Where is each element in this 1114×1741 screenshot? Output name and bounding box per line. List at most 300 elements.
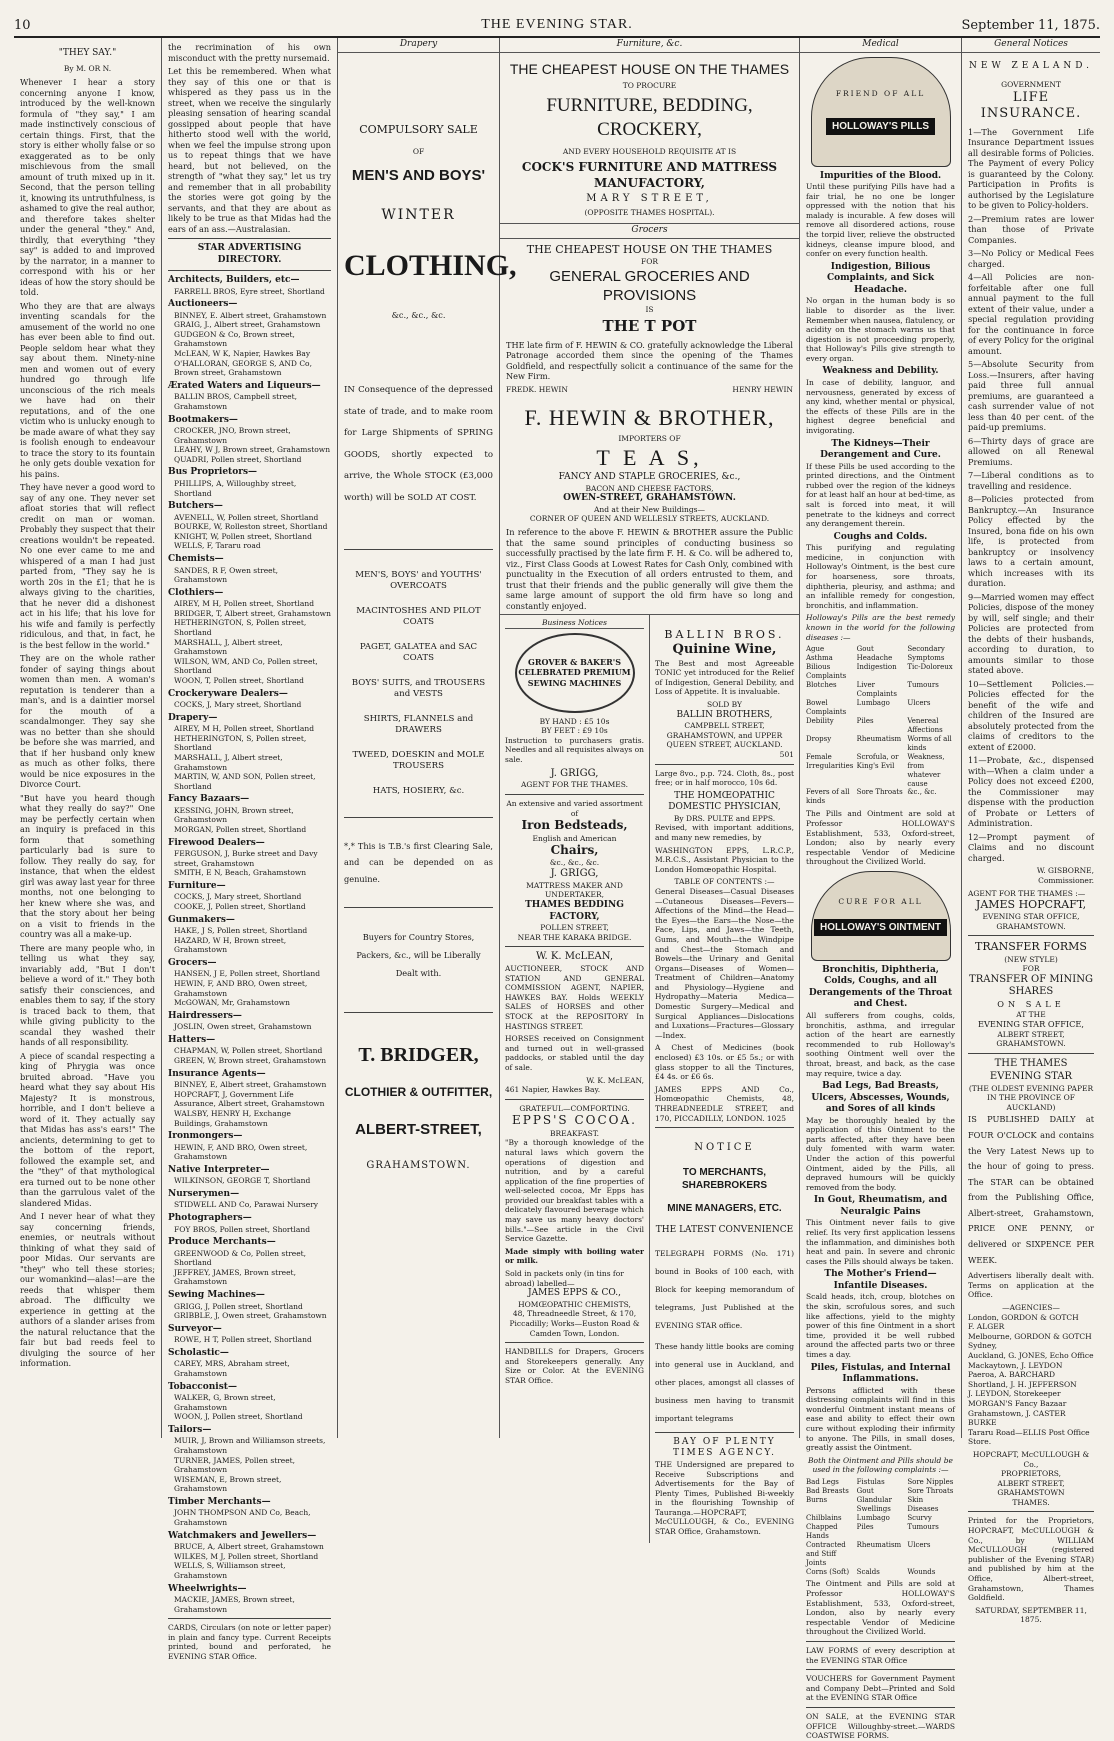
agency-item: Mackaytown, J. LEYDON	[968, 1360, 1063, 1370]
directory-entry: WILKES, M J, Pollen street, Shortland	[174, 1551, 319, 1561]
complaint-item: Scurvy	[907, 1513, 932, 1522]
directory-entry: PHILLIPS, A, Willoughby street, Shortland	[174, 478, 297, 498]
complaint-item: Chapped Hands	[806, 1522, 838, 1540]
disease-item: Liver Complaints	[856, 681, 897, 698]
disease-list	[806, 645, 955, 806]
directory-heading: Bootmakers—	[168, 414, 238, 425]
homo-authors: By DRS. PULTE and EPPS.	[673, 813, 776, 823]
masthead-date: September 11, 1875.	[961, 18, 1100, 33]
sale-item: SHIRTS, FLANNELS and DRAWERS	[363, 714, 474, 736]
directory-heading: Hairdressers—	[168, 1010, 242, 1021]
disease-item: Ague	[806, 645, 825, 654]
agency-item: Shortland, J. H. JEFFERSON	[968, 1379, 1077, 1389]
complaint-item: Rheumatism	[856, 1540, 902, 1549]
directory-entry: QUADRI, Pollen street, Shortland	[174, 454, 302, 464]
disease-item: Fevers of all kinds	[806, 788, 850, 806]
insurance-point: 6—Thirty days of grace are allowed on all Renewal Premiums.	[968, 435, 1094, 467]
section-header-general: General Notices	[962, 38, 1100, 53]
ballin-brothers: BALLIN BROTHERS,	[676, 709, 773, 720]
disease-item: Ulcers	[907, 698, 931, 707]
directory-heading: Firewood Dealers—	[168, 837, 265, 848]
directory-entry: HOPCRAFT, J, Government Life Assurance, Albert street, Grahamstown	[174, 1089, 325, 1109]
sale-note: *,* This is T.B.'s first Clearing Sale, and can be depended on as genuine.	[344, 841, 493, 884]
mclean-address: 461 Napier, Hawkes Bay.	[505, 1085, 601, 1095]
directory-heading: Insurance Agents—	[168, 1068, 266, 1079]
disease-item: Tumours	[907, 681, 939, 690]
sale-of: OF	[412, 146, 425, 156]
directory-heading: Photographers—	[168, 1213, 252, 1224]
complaint-item: Sore Throats	[907, 1486, 954, 1495]
directory-entry: KESSING, JOHN, Brown street, Grahamstown	[174, 805, 294, 825]
epps-address: 48, Threadneedle Street, & 170, Piccadilly; Works—Euston Road & Camden Town, London.	[509, 1309, 640, 1338]
remedy-intro: Holloway's Pills are the best remedy known in the world for the following diseases :—	[806, 613, 955, 642]
column-story	[14, 38, 162, 1438]
section-header-medical: Medical	[800, 38, 961, 53]
sewing-machine-emblem	[515, 633, 635, 713]
directory-entry: WELLS, S, Williamson street, Grahamstown	[174, 1561, 286, 1580]
directory-entry: HEWIN, F, AND BRO, Owen street, Grahamstown	[174, 1142, 308, 1162]
grahamstown: GRAHAMSTOWN.	[996, 921, 1066, 931]
disease-item: Indigestion	[856, 663, 897, 672]
new-buildings: And at their New Buildings—	[593, 504, 706, 514]
signature-henry: HENRY HEWIN	[732, 384, 793, 394]
merchants-line: TO MERCHANTS, SHAREBROKERS	[681, 1166, 767, 1191]
complaint-item: Gout	[856, 1486, 874, 1495]
piles-heading: Piles, Fistulas, and Internal Inflammations.	[810, 1362, 951, 1385]
both-intro: Both the Ointment and Pills should be used in the following complaints :—	[808, 1455, 953, 1475]
directory-entry: WOON, T, Pollen street, Shortland	[174, 675, 304, 685]
grocers-is: IS	[645, 304, 654, 314]
transfer-office: EVENING STAR OFFICE,	[977, 1019, 1085, 1030]
directory-entry: MORGAN, Pollen street, Shortland	[174, 825, 307, 835]
cards-notice: CARDS, Circulars (on note or letter paper) in plain and fancy type. Current Receipts printed, bound and perforated, he EVENING STAR Office.	[168, 1623, 331, 1662]
sale-item: PAGET, GALATEA and SAC COATS	[359, 642, 478, 664]
section-header-drapery: Drapery	[338, 38, 499, 53]
sale-season: WINTER	[381, 207, 456, 224]
agency-item: F. ALGER	[968, 1322, 1005, 1332]
directory-heading: Fancy Bazaars—	[168, 794, 250, 805]
teas: T E A S,	[596, 445, 703, 471]
directory-heading: Ærated Waters and Liqueurs—	[168, 380, 321, 391]
proprietors: PROPRIETORS,	[1000, 1469, 1062, 1479]
agency-item: Grahamstown, J. CASTER	[968, 1408, 1066, 1418]
directory-entry: GREENWOOD & Co, Pollen street, Shortland	[174, 1248, 307, 1268]
insurance-point: 11—Probate, &c., dispensed with—When a claim under a Policy does not exceed £200, the Commissioner may dispense with the production of Probate or Letters of Administration.	[968, 755, 1094, 829]
bop-body: THE Undersigned are prepared to Receive Subscriptions and Advertisements for the Bay of Plenty Times, Published Bi-weekly in the flourishing Township of Tauranga.—HOPCRAFT, McCULLOUGH, & Co., EVENING STAR Office, Grahamstown.	[655, 1459, 794, 1537]
directory-entry: BOURKE, W, Rolleston street, Shortland	[174, 522, 328, 532]
directory-entry: McLEAN, W K, Napier, Hawkes Bay	[174, 349, 311, 359]
advertisers: Advertisers liberally dealt with. Terms on application at the Office.	[968, 1271, 1094, 1300]
furniture-procure: TO PROCURE	[622, 81, 677, 91]
directory-entry: MARSHALL, J, Albert street, Grahamstown	[174, 752, 283, 772]
tes-body: IS PUBLISHED DAILY at FOUR O'CLOCK and contains the Very Latest News up to the hour of going to press. The STAR can be obtained from the Publishing Office, Albert-street, Grahamstown, PRICE ONE PENNY, or delivered or SIXPENCE PER WEEK.	[968, 1114, 1094, 1265]
grocers-goods: GENERAL GROCERIES AND PROVISIONS	[549, 267, 750, 304]
coughs-body: This purifying and regulating medicine, in conjunction with Holloway's Ointment, is the best cure for hoarseness, sore throats, diphtheria, pleurisy, and asthma; and an infallible remedy for congestion, bronchitis, and inflammation.	[806, 543, 955, 610]
sale-items	[344, 570, 493, 797]
assortment-intro: An extensive and varied assortment of	[506, 798, 643, 818]
disease-item: Tic-Doloreux	[907, 663, 953, 672]
directory-entry: GRIBBLE, J, Owen street, Grahamstown	[174, 1311, 327, 1321]
vouchers-notice: VOUCHERS for Government Payment and Company Debt—Printed and Sold at the EVENING STAR Office	[806, 1674, 955, 1703]
sale-headline: COMPULSORY SALE	[359, 122, 478, 136]
insurance-point: 8—Policies protected from Bankruptcy.—An Insurance Policy effected by the Insured, bona fide on his own life, is protected from bankruptcy or insolvency laws to a certain amount, which increases with its duration.	[968, 494, 1094, 589]
ballin-address: CAMPBELL STREET, GRAHAMSTOWN, and UPPER QUEEN STREET, AUCKLAND.	[666, 721, 783, 750]
insurance-point: 2—Premium rates are lower than those of Private Companies.	[968, 213, 1094, 245]
directory-heading: Ironmongers—	[168, 1131, 243, 1142]
story-continuation	[168, 42, 331, 234]
insurance-point: 4—All Policies are non-forfeitable after one full annual payment to the full extent of their value, under a special regulation providing for the continuance in force of every Policy for the original amount.	[968, 272, 1094, 356]
auckland-corner: CORNER OF QUEEN AND WELLESLY STREETS, AUCKLAND.	[529, 514, 770, 524]
sewing-instruction: Instruction to purchasers gratis. Needles and all requisites always on sale.	[505, 735, 645, 764]
directory-entry: McGOWAN, Mr, Grahamstown	[174, 998, 290, 1008]
story-title: "THEY SAY."	[58, 48, 117, 58]
epps-title: EPPS'S COCOA.	[512, 1113, 637, 1128]
section-header-furniture: Furniture, &c.	[500, 38, 799, 53]
transfer-onsale: ON SALE	[997, 999, 1065, 1010]
merchant-trade: CLOTHIER & OUTFITTER,	[344, 1085, 493, 1100]
tes-subtitle: (THE OLDEST EVENING PAPER IN THE PROVINCE OF AUCKLAND)	[968, 1083, 1094, 1112]
directory-heading: Drapery—	[168, 712, 218, 723]
story-paragraph: They are on the whole rather fonder of saying things about women than men. A woman's reputation is tenderer than a man's, and is a daintier morsel for the mouth of a scandalmonger. They say she was no better than she should be before she was married, and that if her husband only knew as much as other folks, there would be nice exposures in the Divorce Court.	[20, 653, 155, 790]
directory-entry: COOKE, J, Pollen street, Shortland	[174, 902, 306, 912]
sale-item: BOYS' SUITS, and TROUSERS and VESTS	[351, 678, 486, 700]
onsale-notice: ON SALE, at the EVENING STAR OFFICE Willoughby-street.—WARDS COASTWISE FORMS.	[806, 1712, 955, 1741]
legs-heading: Bad Legs, Bad Breasts, Ulcers, Abscesses, Wounds, and Sores of all kinds	[811, 1081, 950, 1115]
directory-entry: BINNEY, E, Albert street, Grahamstown	[174, 1080, 327, 1090]
directory-entry: WALKER, G, Brown street, Grahamstown	[174, 1393, 276, 1412]
publication-date: SATURDAY, SEPTEMBER 11, 1875.	[975, 1605, 1087, 1625]
signature-fredk: FREDK. HEWIN	[506, 384, 568, 394]
both-list	[806, 1478, 955, 1576]
transfer-at: AT THE	[1016, 1009, 1046, 1019]
epps-breakfast: BREAKFAST.	[549, 1128, 600, 1138]
directory-entry: FARRELL BROS, Eyre street, Shortland	[174, 286, 325, 296]
directory-entry: MARSHALL, J, Albert street, Grahamstown	[174, 637, 283, 657]
furniture-street: MARY STREET,	[586, 192, 713, 204]
directory-entry: JEFFREY, JAMES, Brown street, Grahamstown	[174, 1267, 296, 1287]
furniture-requisite: AND EVERY HOUSEHOLD REQUISITE AT IS	[562, 146, 737, 156]
directory-heading: Butchers—	[168, 501, 223, 512]
directory-heading: Nurserymen—	[168, 1188, 240, 1199]
disease-item: Venereal Affections	[907, 716, 943, 734]
directory-heading: Produce Merchants—	[168, 1237, 276, 1248]
transfer-mining: TRANSFER OF MINING	[969, 973, 1093, 985]
section-header-grocers: Grocers	[500, 223, 799, 239]
piles-body: Persons afflicted with these distressing complaints will find in this wonderful Ointment instant means of ease and ability to effect their own cure without exploding their infirmity to anyone. The Pills, in small doses, greatly assist the Ointment.	[806, 1385, 955, 1453]
directory-entry: FOY BROS, Pollen street, Shortland	[174, 1224, 311, 1234]
owen-street: OWEN-STREET, GRAHAMSTOWN.	[563, 493, 736, 504]
agency-item: Paeroa, A. BARCHARD	[968, 1370, 1056, 1380]
directory-entry: GRAIG, J., Albert street, Grahamstown	[174, 320, 321, 330]
column-drapery	[338, 38, 517, 1438]
insurance-point: 7—Liberal conditions as to travelling and residence.	[968, 470, 1094, 491]
merchant-name: T. BRIDGER,	[358, 1044, 479, 1067]
directory-entry: WELLS, F, Tararu road	[174, 541, 261, 551]
factory-street: POLLEN STREET,	[540, 923, 609, 933]
directory-entry: HEWIN, F, AND BRO, Owen street, Grahamstown	[174, 979, 308, 998]
agency-item: MORGAN'S Fancy Bazaar	[968, 1398, 1067, 1408]
bop-agency: BAY OF PLENTY TIMES AGENCY.	[672, 1436, 777, 1459]
holloway-ointment-emblem	[811, 871, 951, 961]
masthead-title: THE EVENING STAR.	[481, 17, 633, 32]
directory-heading: Tobacconist—	[168, 1381, 237, 1392]
directory-entry: HETHERINGTON, S, Pollen street, Shortland	[174, 733, 307, 753]
chairs: Chairs,	[550, 843, 599, 858]
insurance-point: 9—Married women may effect Policies, dispose of the money by will, self single; and their Policies are protected from the debts of their husbands, according to duration, to amounts similar to those stated above.	[968, 591, 1094, 676]
epps-body: "By a thorough knowledge of the natural laws which govern the operations of digestion and nutrition, and by a careful application of the fine properties of well-selected cocoa, Mr Epps has provided our breakfast tables with a delicately flavoured beverage which may save us many heavy doctors' bills."—See article in the Civil Service Gazette.	[505, 1138, 644, 1244]
complaint-item: Piles	[856, 1522, 874, 1531]
ballin-number: 501	[779, 749, 794, 759]
sale-item: TWEED, DOESKIN and MOLE TROUSERS	[352, 750, 485, 772]
story-paragraph: There are many people who, in telling us what they say, invariably add, "But I don't believe a word of it." They both satisfy their consciences, and enables them to say, if the story is traced back to them, that while giving publicity to the scandal they washed their hands of all responsibility.	[20, 942, 155, 1048]
epps-company: JAMES EPPS & CO.,	[528, 1288, 621, 1299]
complaint-item: Ulcers	[907, 1540, 931, 1549]
directory-entry: ROWE, H T, Pollen street, Shortland	[174, 1335, 312, 1345]
epps-sold: Sold in packets only (in tins for abroad) labelled—	[505, 1269, 624, 1288]
gout-body: This Ointment never fails to give relief. Its very first application lessens the inflammation, and diminishes both heat and pain. In severe and chronic cases the Pills should always be taken.	[806, 1218, 955, 1266]
directory-entry: CHAPMAN, W, Pollen street, Shortland	[174, 1046, 323, 1056]
grigg-name-2: J. GRIGG,	[550, 868, 599, 880]
handbills-notice: HANDBILLS for Drapers, Grocers and Storekeepers generally. Any Size or Color. At the EVENING STAR Office.	[505, 1347, 644, 1385]
directory-entry: JOSLIN, Owen street, Grahamstown	[174, 1022, 312, 1032]
price-hand: BY HAND : £5 10s	[539, 716, 610, 726]
chairs-etc: &c., &c., &c.	[549, 858, 600, 868]
quinine-wine: Quinine Wine,	[672, 642, 777, 658]
grigg-name: J. GRIGG,	[550, 767, 599, 779]
story-paragraph: A piece of scandal respecting a king of Phrygia was once bruited abroad. "Have you heard what they say about His Majesty? It is monstrous, horrible, and I don't believe a word of it. They actually say that Midas has ass's ears!" The ancients, determining to get to the bottom of the report, followed the example set, and the "they" of that mythological era turned out to be none other than the garrulous valet of the slandered Midas.	[20, 1050, 155, 1208]
story-body	[20, 77, 155, 1369]
weakness-body: In case of debility, languor, and nervousness, generated by excess of any kind, whether mental or physical, the effects of these Pills are in the highest degree beneficial and invigorating.	[806, 378, 955, 435]
ballin-title: BALLIN BROS.	[664, 628, 785, 641]
directory-entry: SANDES, R F, Owen street, Grahamstown	[174, 565, 279, 585]
thames: THAMES.	[1012, 1497, 1050, 1507]
grocers-tpot: THE T POT	[602, 316, 697, 335]
disease-item: Gout	[856, 645, 874, 654]
complaint-item: Contracted and Stiff Joints	[806, 1540, 846, 1567]
disease-item: Piles	[856, 716, 874, 725]
bronchitis-body: All sufferers from coughs, colds, bronchitis, asthma, and irregular action of the heart are earnestly recommended to rub Holloway's soothing Ointment well over the throat, breast, and back, as the case may require, twice a day.	[806, 1010, 955, 1078]
sale-buyers: Buyers for Country Stores, Packers, &c., will be Liberally Dealt with.	[356, 932, 481, 979]
agency-item: Auckland, G. JONES, Echo Office	[968, 1350, 1094, 1360]
disease-item: Debility	[806, 716, 834, 725]
mclean-name: W. K. McLEAN,	[535, 951, 613, 963]
complaint-item: Wounds	[907, 1567, 936, 1576]
directory-entry: MUIR, J, Brown and Williamson streets, Grahamstown	[174, 1436, 326, 1455]
kidneys-body: If these Pills be used according to the printed directions, and the Ointment rubbed over the region of the kidneys for at least half an hour at bed-time, as salt is forced into meat, it will penetrate to the kidneys and correct any derangement therein.	[806, 461, 955, 529]
mclean-signature: W. K. McLEAN,	[586, 1075, 644, 1085]
bedding-factory: THAMES BEDDING FACTORY,	[525, 900, 624, 922]
insurance-point: 3—No Policy or Medical Fees charged.	[968, 248, 1094, 269]
sale-item: MEN'S, BOYS' and YOUTHS' OVERCOATS	[355, 570, 482, 592]
agency-item: Melbourne, GORDON & GOTCH	[968, 1331, 1092, 1341]
quinine-body: The Best and most Agreeable TONIC yet introduced for the Relief of Indigestion, General Debility, and Loss of Appetite. It is invaluable.	[655, 658, 794, 697]
directory-heading: Surveyor—	[168, 1323, 222, 1334]
bacon-cheese: BACON AND CHEESE FACTORS,	[585, 483, 714, 493]
commissioner-title: Commissioner.	[1038, 875, 1094, 885]
directory-heading: Scholastic—	[168, 1347, 229, 1358]
grigg-agent: AGENT FOR THE THAMES.	[521, 780, 628, 790]
merchant-town: GRAHAMSTOWN.	[366, 1159, 471, 1171]
notice-title: NOTICE	[694, 1142, 755, 1154]
directory-entry: SMITH, E N, Beach, Grahamstown	[174, 868, 307, 878]
story-paragraph: Let this be remembered. When what they say of this one or that is whispered as they pass us in the street, when we receive the singularly pleasing sensation of hearing scandal gossipped about people that have hitherto stood well with the world, when we feel the impulse strong upon us to repeat things that we have heard, but not believed, on the strength of "what they say," let us try and remember that in all probability the stories were got going by the servants, and that they are about as likely to be true as that Midas had the ears of an ass.—Australasian.	[168, 66, 331, 234]
factory-near: NEAR THE KARAKA BRIDGE.	[517, 932, 632, 942]
new-style: (NEW STYLE)	[1004, 954, 1058, 964]
business-notices-left	[500, 615, 650, 1543]
merchant-street: ALBERT-STREET,	[355, 1121, 482, 1139]
disease-item: Asthma	[806, 654, 833, 663]
insurance-point: 1—The Government Life Insurance Department issues all desirable forms of Policies. The Payment of every Policy is guaranteed by the Colony. Participation in Profits is authorised by the Legislature to be given to Policy-holders.	[968, 126, 1094, 211]
directory-entry: JOHN THOMPSON AND Co, Beach, Grahamstown	[174, 1508, 311, 1528]
book-price: Large 8vo., p.p. 724. Cloth, 8s., post free; or in half morocco, 10s 6d.	[655, 768, 794, 788]
hewin-brother: F. HEWIN & BROTHER,	[524, 405, 775, 431]
furniture-goods: FURNITURE, BEDDING, CROCKERY,	[546, 95, 753, 141]
evening-star-office: EVENING STAR OFFICE,	[982, 912, 1080, 922]
sale-item: MACINTOSHES AND PILOT COATS	[356, 606, 481, 628]
blood-heading: Impurities of the Blood.	[819, 170, 942, 181]
gov-title: GOVERNMENT	[1001, 80, 1061, 90]
column-furniture-grocers	[500, 38, 800, 1537]
complaint-item: Sore Nipples	[907, 1478, 954, 1486]
complaint-item: Bad Legs	[806, 1478, 839, 1486]
directory-heading: Grocers—	[168, 957, 217, 968]
complaint-item: Scalds	[856, 1567, 880, 1576]
directory-entry: WILKINSON, GEORGE T, Shortland	[174, 1176, 311, 1186]
directory-heading: Sewing Machines—	[168, 1290, 265, 1301]
pills-motto: FRIEND OF ALL	[835, 89, 926, 99]
disease-item: Bowel Complaints	[806, 698, 847, 716]
homo-revised: Revised, with important additions, and many new remedies, by	[655, 823, 794, 842]
directory-entry: HANSEN, J E, Pollen street, Shortland	[174, 969, 321, 979]
disease-item: Secondary	[907, 645, 945, 654]
insurance-point: 10—Settlement Policies.—Policies effected for the benefit of the wife and children of the Insured are absolutely protected from the claims of creditors to the extent of £2000.	[968, 678, 1094, 752]
directory-entry: HETHERINGTON, S, Pollen street, Shortland	[174, 618, 307, 637]
page-number: 10	[14, 18, 31, 33]
hmc-name: HOPCRAFT, McCULLOUGH & Co.,	[972, 1449, 1090, 1469]
complaint-item: Chilblains	[806, 1513, 842, 1522]
directory-entry: WISEMAN, E, Brown street, Grahamstown	[174, 1474, 282, 1494]
homo-title: THE HOMŒOPATHIC DOMESTIC PHYSICIAN,	[668, 790, 781, 813]
agency-list	[968, 1313, 1094, 1447]
directory-entry: TURNER, JAMES, Pollen street, Grahamstown	[174, 1455, 296, 1475]
directory-heading: Tailors—	[168, 1424, 212, 1435]
importers-of: IMPORTERS OF	[618, 434, 681, 444]
column-general-notices	[962, 38, 1100, 1625]
albert-street: ALBERT STREET, GRAHAMSTOWN	[997, 1478, 1065, 1498]
directory-heading: Wheelwrights—	[168, 1583, 247, 1594]
ointment-sold: The Ointment and Pills are sold at Professor HOLLOWAY'S Establishment, 533, Oxford-street, London, also by nearly every respectable Vendor of Medicine throughout the Civilized World.	[806, 1579, 955, 1637]
directory-entry: BINNEY, E. Albert street, Grahamstown	[174, 310, 327, 320]
legs-body: May be thoroughly healed by the application of this Ointment to the parts affected, after they have been duly fomented with warm water. Under the action of this powerful Ointment, aided by the Pills, all depraved humours will be quickly removed from the body.	[806, 1115, 955, 1192]
directory-entry: AIREY, M H, Pollen street, Shortland	[174, 599, 315, 609]
directory-entry: FERGUSON, J, Burke street and Davy street, Grahamstown	[174, 849, 318, 868]
iron-bedsteads: Iron Bedsteads,	[521, 818, 628, 833]
directory-entry: BALLIN BROS, Campbell street, Grahamstown	[174, 392, 298, 411]
directory-entry: WOON, J, Pollen street, Shortland	[174, 1412, 303, 1422]
english-american: English and American	[532, 833, 617, 843]
directory-heading: Clothiers—	[168, 587, 224, 598]
epps-made: Made simply with boiling water or milk.	[505, 1246, 644, 1266]
directory-heading: Gunmakers—	[168, 914, 235, 925]
directory-entry: STIDWELL AND Co, Parawai Nursery	[174, 1200, 319, 1210]
complaint-item: Burns	[806, 1495, 828, 1504]
furniture-location: (OPPOSITE THAMES HOSPITAL).	[584, 207, 715, 217]
directory-entry: WILSON, WM, AND Co, Pollen street, Shortland	[174, 656, 318, 676]
ointment-motto: CURE FOR ALL	[838, 896, 923, 906]
transfer-street: ALBERT STREET,	[997, 1029, 1065, 1039]
indigestion-body: No organ in the human body is so liable to disorder as the liver. Remember when nausea, flatulency, or acidity on the stomach warns us that digestion is not proceeding properly, that Holloway's Pills give strength to every organ.	[806, 296, 955, 363]
telegraph-forms: TELEGRAPH FORMS (No. 171) bound in Books of 100 each, with Block for keeping memorandum of telegrams, Just Published at the EVENING STAR office.	[655, 1248, 794, 1330]
agency-item: Tararu Road—ELLIS Post Office Store.	[968, 1427, 1090, 1447]
epps-chemists: HOMŒOPATHIC CHEMISTS,	[518, 1299, 631, 1309]
mclean-body: AUCTIONEER, STOCK AND STATION AND GENERAL COMMISSION AGENT, NAPIER, HAWKES BAY. Holds WEEKLY SALES of HORSES and other STOCK at the REPOSITORY In HASTINGS STREET.	[505, 964, 644, 1031]
complaint-item: Corns (Soft)	[806, 1567, 850, 1576]
hopcraft-name: JAMES HOPCRAFT,	[975, 898, 1087, 912]
agency-item: BURKE	[968, 1418, 997, 1428]
directory-entry: GREEN, W, Brown street, Grahamstown	[174, 1056, 327, 1066]
pills-sold: The Pills and Ointment are sold at Professor HOLLOWAY'S Establishment, 533, Oxford-street, London; also by nearly every respectable Vendor of Medicine throughout the Civilized World.	[806, 809, 955, 867]
coughs-heading: Coughs and Colds.	[833, 531, 928, 542]
directory-heading: Native Interpreter—	[168, 1164, 270, 1175]
kidneys-heading: The Kidneys—Their Derangement and Cure.	[820, 438, 941, 461]
directory-entry: COCKS, J, Mary street, Shortland	[174, 892, 302, 902]
grocers-headline: THE CHEAPEST HOUSE ON THE THAMES	[526, 242, 773, 256]
disease-item: Symptoms	[907, 654, 945, 663]
directory-entry: AVENELL, W, Pollen street, Shortland	[174, 512, 319, 522]
latest-convenience: THE LATEST CONVENIENCE	[655, 1225, 794, 1236]
transfer-forms: TRANSFER FORMS	[975, 940, 1087, 954]
directory-entry: AIREY, M H, Pollen street, Shortland	[174, 724, 315, 734]
directory-entry: KNIGHT, W, Pollen street, Shortland	[174, 531, 312, 541]
directory-entry: CAREY, MRS, Abraham street, Grahamstown	[174, 1359, 290, 1378]
story-paragraph: the recrimination of his own misconduct with the pretty nursemaid.	[168, 42, 331, 63]
furniture-manufactory: MANUFACTORY,	[594, 175, 705, 190]
directory-heading: Hatters—	[168, 1034, 216, 1045]
toc-body: General Diseases—Casual Diseases—Cutaneous Diseases—Fevers—Affections of the Mind—the Head—the Eyes—the Ears—the Nose—the Face, Lips, and Jaws—the Teeth, Gums, and Mouth—the Windpipe and Chest—the Stomach and Bowels—the Urinary and Genital Organs—Diseases of Women—Treatment of Children—Anatomy and Physiology—Hygiene and Hydropathy—Materia Medica—Domestic Surgery—Medical and Surgical Appliances—Dislocations and Luxations—Fractures—Glossary—Index.	[655, 886, 794, 1040]
epps-header: GRATEFUL—COMFORTING.	[519, 1103, 630, 1113]
directory-heading: Bus Proprietors—	[168, 467, 258, 478]
disease-item: Rheumatism	[856, 734, 902, 743]
transfer-for: FOR	[1022, 964, 1040, 974]
nz-title: NEW ZEALAND.	[969, 60, 1093, 71]
disease-item: Bilious Complaints	[806, 663, 847, 681]
sale-etc: &c., &c., &c.	[391, 309, 446, 320]
law-forms: LAW FORMS of every description at the EVENING STAR Office	[806, 1646, 955, 1665]
toc-label: TABLE OF CONTENTS :—	[674, 877, 775, 887]
commissioner-name: W. GISBORNE,	[1036, 866, 1094, 876]
tes-title: THE THAMES EVENING STAR	[989, 1058, 1073, 1082]
directory-heading: Crockeryware Dealers—	[168, 688, 288, 699]
agency-item: London, GORDON & GOTCH	[968, 1312, 1079, 1322]
furniture-headline: THE CHEAPEST HOUSE ON THE THAMES	[509, 60, 790, 77]
sale-clothing: CLOTHING,	[344, 249, 517, 283]
column-directory	[162, 38, 338, 1662]
directory-entry: HAZARD, W H, Brown street, Grahamstown	[174, 935, 287, 955]
story-byline: By M. OR N.	[63, 63, 112, 73]
thames-agent: AGENT FOR THE THAMES :—	[968, 888, 1086, 898]
directory-entry: BRUCE, A, Albert street, Grahamstown	[174, 1542, 324, 1552]
price-feet: BY FEET : £9 10s	[541, 726, 608, 736]
directory-entry: CROCKER, JNO, Brown street, Grahamstown	[174, 426, 291, 445]
mother-heading: The Mother's Friend—Infantile Diseases.	[824, 1269, 937, 1291]
sale-intro: IN Consequence of the depressed state of trade, and to make room for Large Shipments of SPRING GOODS, shortly expected to arrive, the Whole STOCK (£3,000 worth) will be SOLD AT COST.	[344, 385, 493, 503]
complaint-item: Fistulas	[856, 1478, 885, 1486]
holloway-pills-label: HOLLOWAY'S PILLS	[826, 118, 935, 135]
agencies-title: —AGENCIES—	[1002, 1303, 1060, 1312]
directory-heading: Chemists—	[168, 554, 224, 564]
mother-body: Scald heads, itch, croup, blotches on the skin, scrofulous sores, and such like affections, yield to the mighty power of this fine Ointment in a short time, provided it be well rubbed around the affected parts two or three times a day.	[806, 1292, 955, 1360]
disease-item: Sore Throats	[856, 788, 903, 797]
